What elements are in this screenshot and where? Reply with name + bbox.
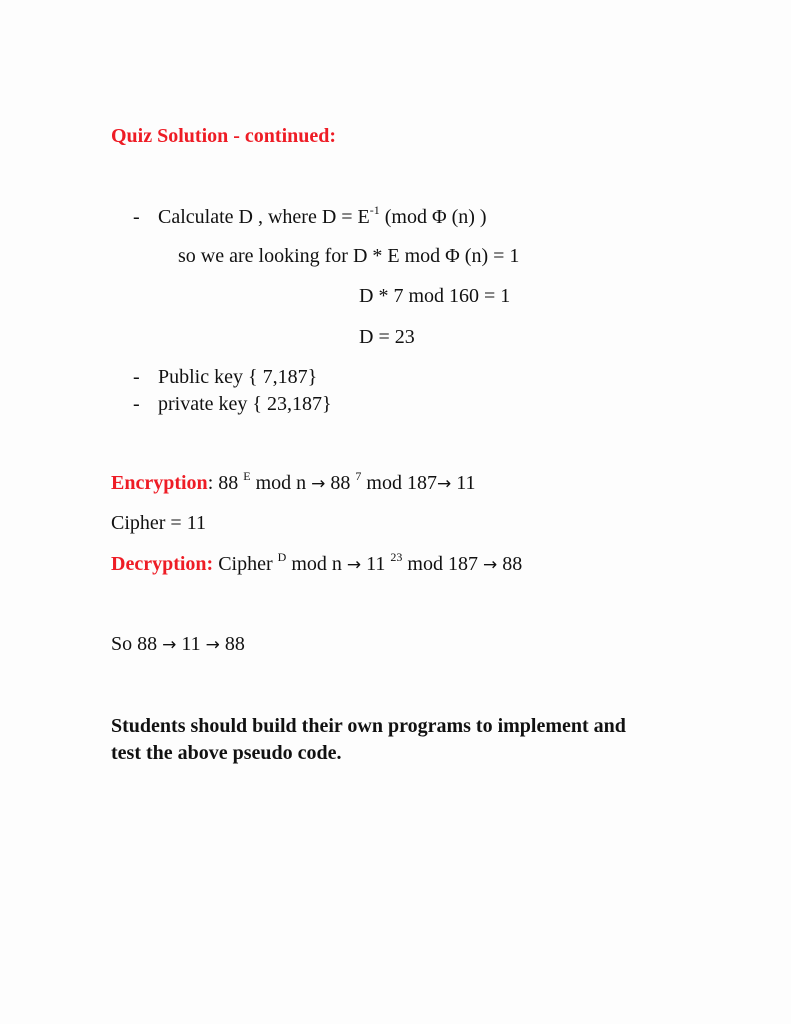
- summary-line: So 88 → 11 → 88: [111, 633, 245, 655]
- arrow-icon: →: [205, 635, 220, 655]
- private-key: private key { 23,187}: [158, 393, 332, 415]
- encryption-label: Encryption: [111, 472, 208, 494]
- bullet-dash: -: [133, 393, 140, 415]
- conclusion-line-2: test the above pseudo code.: [111, 742, 342, 764]
- page-title: Quiz Solution - continued:: [111, 125, 337, 147]
- calc-line-2: so we are looking for D * E mod Φ (n) = 1: [178, 245, 520, 267]
- calc-prefix: Calculate D , where D = E: [158, 206, 370, 228]
- cipher-line: Cipher = 11: [111, 512, 206, 534]
- arrow-icon: →: [311, 474, 326, 494]
- calc-exponent: -1: [369, 203, 380, 217]
- calc-suffix: (mod Φ (n) ): [379, 206, 487, 228]
- conclusion-line-1: Students should build their own programs to implement and: [111, 715, 626, 737]
- encryption-line: Encryption: 88 $^E$ mod n → 88 $^7$ mod 187→ 11: [111, 469, 476, 494]
- arrow-icon: →: [436, 474, 452, 494]
- bullet-dash: -: [133, 206, 140, 228]
- public-key: Public key { 7,187}: [158, 366, 318, 388]
- arrow-icon: →: [482, 555, 498, 575]
- arrow-icon: →: [346, 555, 362, 575]
- arrow-icon: →: [162, 635, 177, 655]
- bullet-dash: -: [133, 366, 140, 388]
- decryption-label: Decryption:: [111, 553, 214, 575]
- calc-line-3: D * 7 mod 160 = 1: [359, 285, 511, 307]
- decryption-line: Decryption: Cipher $^D$ mod n → 11 $^{23}$ mod 187 → 88: [111, 550, 523, 575]
- calc-line-4: D = 23: [359, 326, 415, 348]
